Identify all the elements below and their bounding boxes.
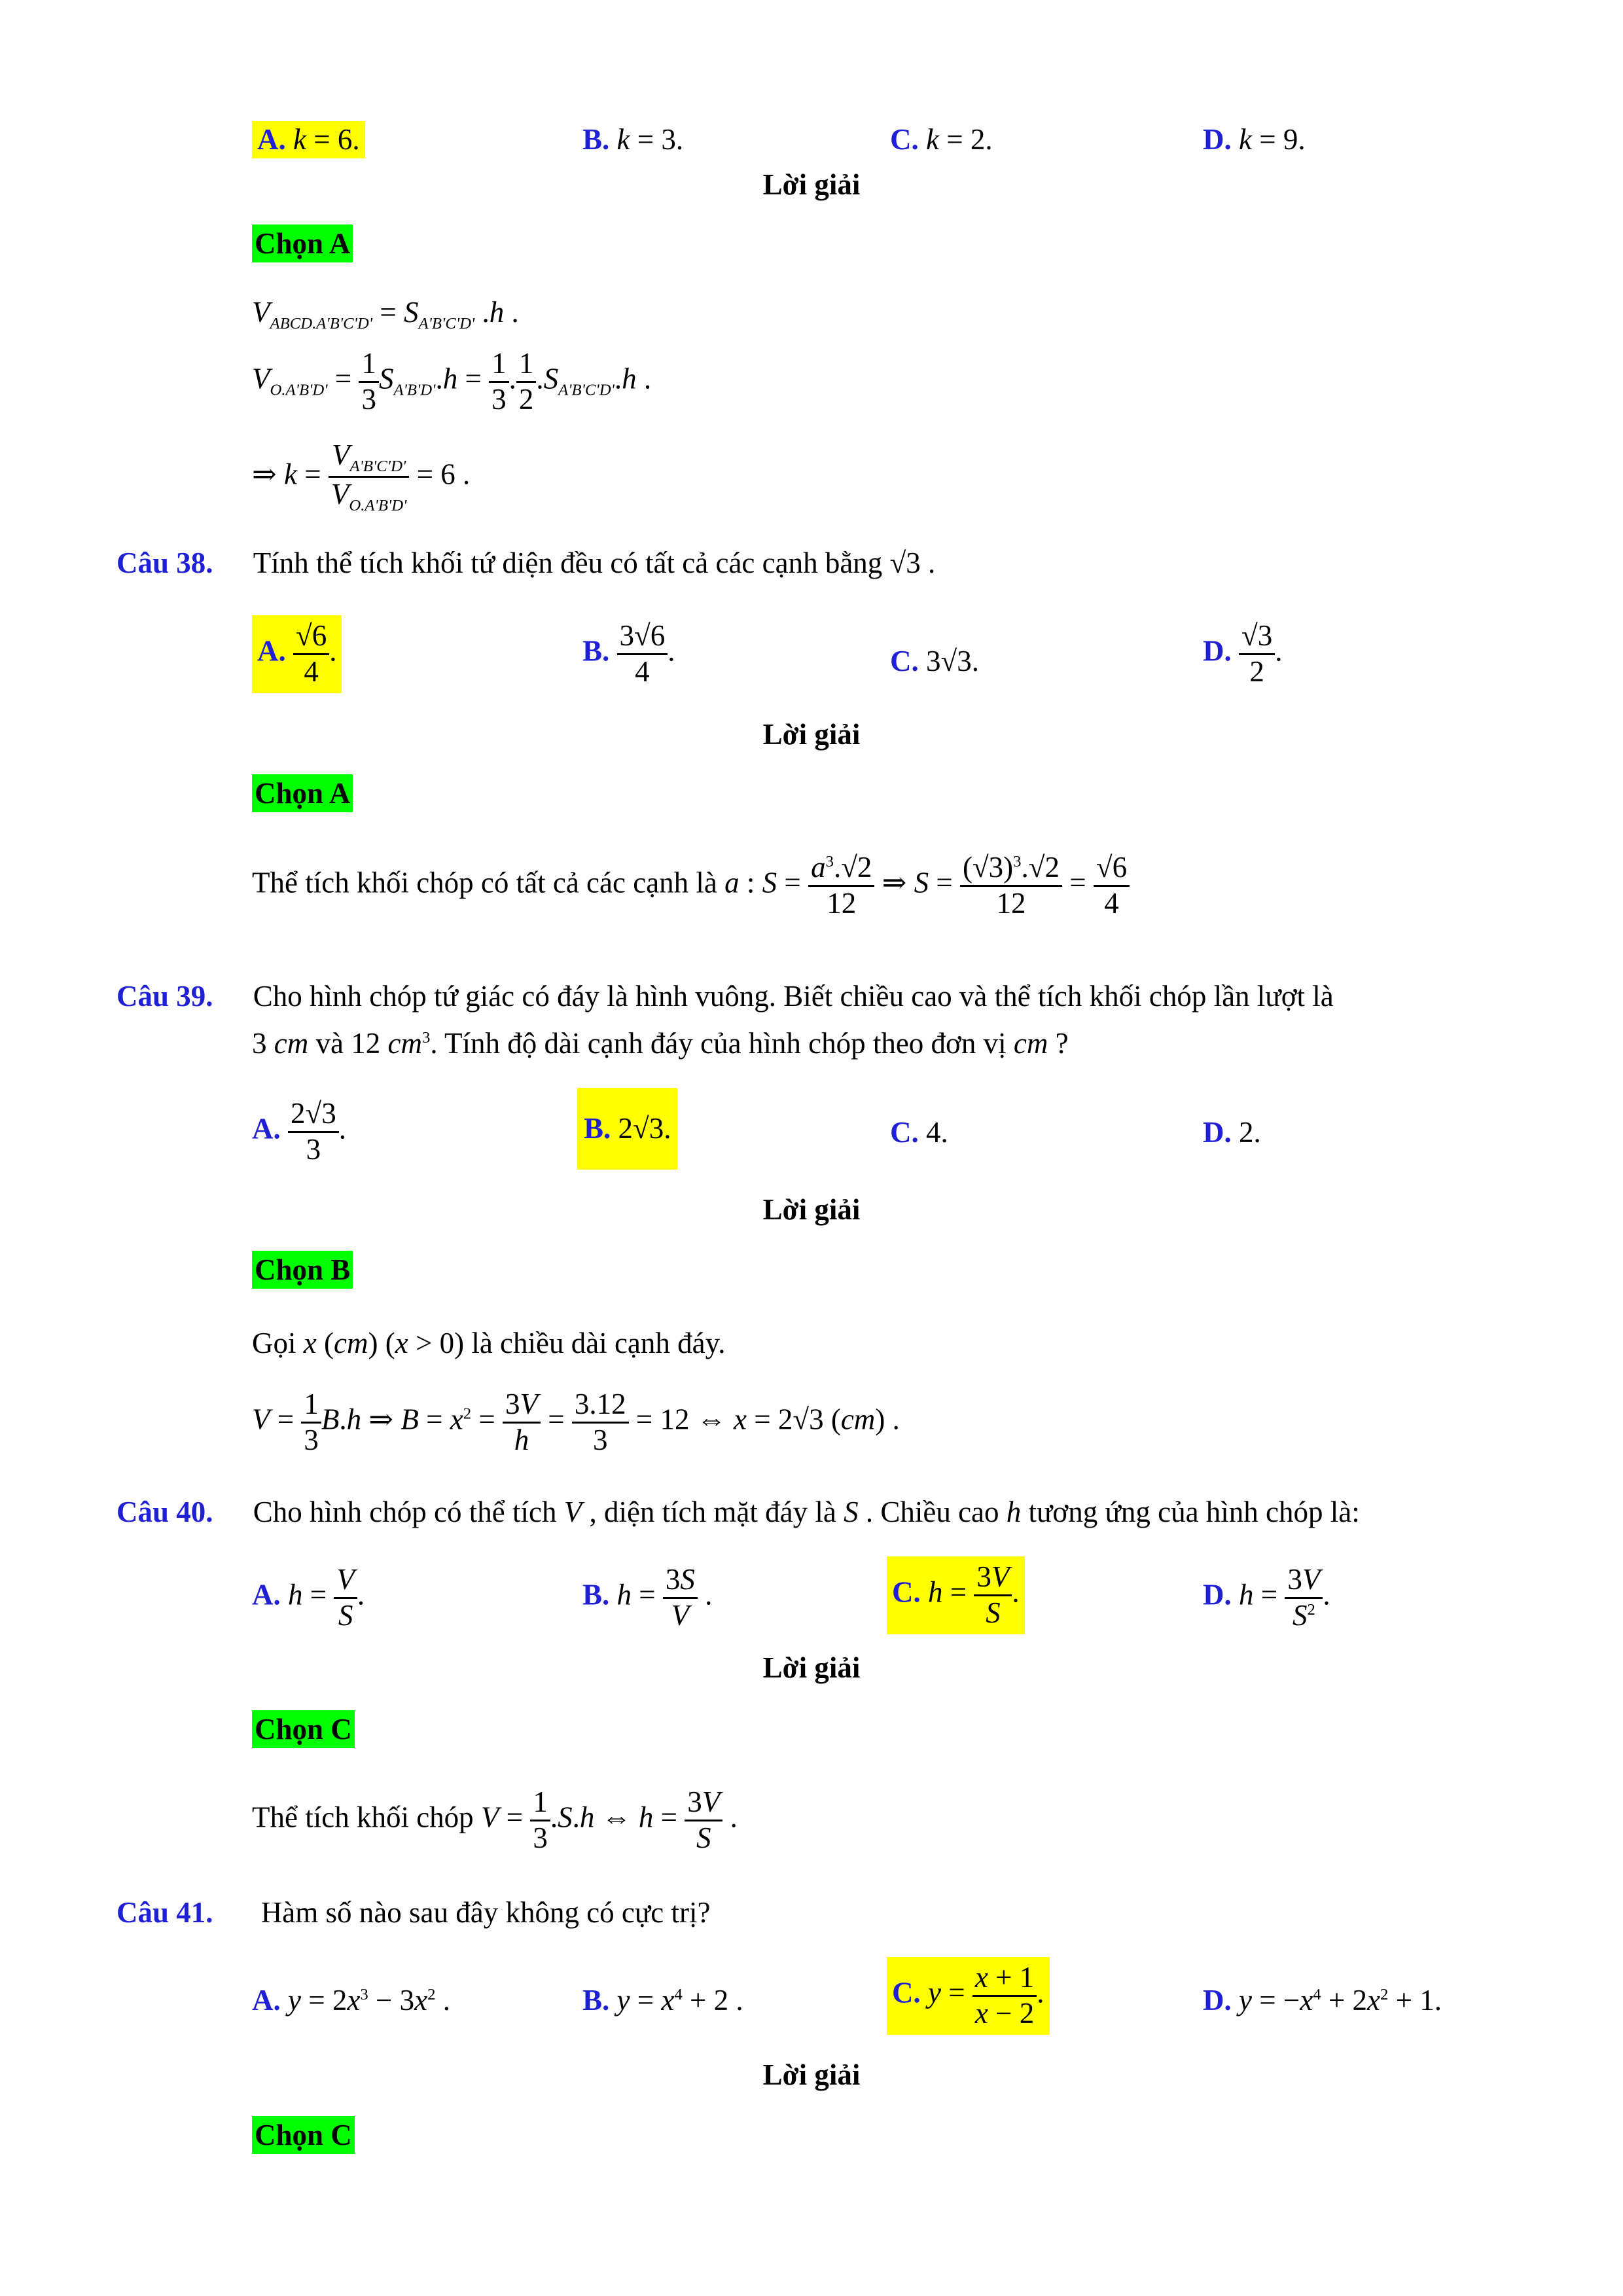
q39-option-a[interactable]: A. $\frac{2√3}{3}$ . <box>252 1097 346 1166</box>
q38-option-d[interactable]: D. $\frac{√3}{2}$ . <box>1203 619 1283 688</box>
q39-option-d[interactable]: D. 2. <box>1203 1116 1261 1149</box>
q38-solution-heading: Lời giải <box>762 718 861 751</box>
question-label: Câu 39. <box>116 980 213 1013</box>
q38-option-c[interactable]: C. 3√3. <box>890 645 979 677</box>
q39-option-b[interactable]: B. 2√3. <box>577 1088 677 1170</box>
q41-option-c[interactable]: C. y = $\frac{x + 1}{x - 2}$ . <box>887 1957 1050 2035</box>
question-label: Câu 41. <box>116 1896 213 1929</box>
option-letter: C. <box>890 1116 919 1149</box>
q41-option-b[interactable]: B. $y = x^4 + 2$ . <box>582 1984 743 2017</box>
q37-step-2: $V_{O.A'B'D'}$ = $\frac{1}{3}$ $S_{A'B'D'}.h$ = $\frac{1}{3}$ . $\frac{1}{2}$ $.S_{A'B'C'D'}.h$ . <box>252 347 652 416</box>
option-letter: D. <box>1203 1116 1232 1149</box>
q38-option-a[interactable]: A. $\frac{√6}{4}$ . <box>252 615 342 693</box>
option-letter: C. <box>892 1976 921 2009</box>
q40-option-a[interactable]: A. h = $\frac{V}{S}$ . <box>252 1563 365 1632</box>
q38-choice: Chọn A <box>252 779 353 808</box>
q37-option-d[interactable]: D. k = 9. <box>1203 123 1306 156</box>
option-letter: A. <box>252 1984 281 2017</box>
q39-sol-line2: V = $\frac{1}{3}$ B.h ⇒ $B = x^2$ = $\frac{3V}{h}$ = $\frac{3.12}{3}$ = 12 ⇔ x = 2√3 (cm) . <box>252 1388 900 1456</box>
option-letter: A. <box>257 123 286 156</box>
q37-option-b[interactable]: B. k = 3. <box>582 123 684 156</box>
q40-option-d[interactable]: D. h = $\frac{3V}{S^2}$ . <box>1203 1563 1330 1632</box>
q37-option-c[interactable]: C. k = 2. <box>890 123 993 156</box>
q39-question-line2: 3 cm và 12 $cm^3$. Tính độ dài cạnh đáy của hình chóp theo đơn vị cm ? <box>252 1027 1069 1060</box>
option-letter: D. <box>1203 634 1232 668</box>
q38-question: Câu 38. Tính thể tích khối tứ diện đều có tất cả các cạnh bằng √3 . <box>116 547 936 579</box>
q39-sol-line1: Gọi x (cm) (x > 0) là chiều dài cạnh đáy. <box>252 1327 726 1359</box>
q38-text: Tính thể tích khối tứ diện đều có tất cả các cạnh bằng <box>253 547 883 579</box>
option-letter: C. <box>892 1575 921 1609</box>
option-letter: B. <box>582 1984 610 2017</box>
option-letter: B. <box>582 634 610 668</box>
q38-solution: Thể tích khối chóp có tất cả các cạnh là a : S = $\frac{a^3.√2}{12}$ ⇒ S = $\frac{(√3)^3.√2}{12}$ = $\frac{√6}{4}$ <box>252 851 1130 921</box>
q40-choice: Chọn C <box>252 1715 355 1744</box>
q41-question <box>116 1898 710 1928</box>
option-letter: B. <box>584 1112 611 1145</box>
option-letter: C. <box>890 645 919 677</box>
option-letter: D. <box>1203 1984 1232 2017</box>
q41-option-a[interactable]: A. $y = 2x^3 - 3x^2$ . <box>252 1984 450 2017</box>
q41-solution-heading: Lời giải <box>762 2058 861 2091</box>
q37-option-a[interactable]: A. k = 6. <box>252 121 365 158</box>
q37-choice: Chọn A <box>252 229 353 259</box>
q37-step-3: ⇒ k = $\frac{V_{A'B'C'D'}}{V_{O.A'B'D'}}$ = 6 . <box>252 439 471 515</box>
option-letter: D. <box>1203 1578 1232 1611</box>
option-letter: D. <box>1203 123 1232 156</box>
q38-option-b[interactable]: B. $\frac{3√6}{4}$ . <box>582 619 675 688</box>
q39-option-c[interactable]: C. 4. <box>890 1116 948 1149</box>
q40-solution-heading: Lời giải <box>762 1651 861 1684</box>
option-letter: B. <box>582 1578 610 1611</box>
q39-question-line1 <box>116 982 1334 1011</box>
q41-text: Hàm số nào sau đây không có cực trị? <box>260 1896 711 1929</box>
q41-option-d[interactable]: D. $y = -x^4 + 2x^2 + 1$. <box>1203 1984 1442 2017</box>
question-label: Câu 38. <box>116 547 213 579</box>
option-letter: A. <box>252 1578 281 1611</box>
q39-choice: Chọn B <box>252 1255 353 1285</box>
q39-text: Cho hình chóp tứ giác có đáy là hình vuông. Biết chiều cao và thể tích khối chóp lần lượt là <box>253 980 1334 1013</box>
option-letter: A. <box>257 634 286 668</box>
q40-option-b[interactable]: B. h = $\frac{3S}{V}$ . <box>582 1563 713 1632</box>
option-letter: B. <box>582 123 610 156</box>
option-letter: A. <box>252 1112 281 1145</box>
q39-solution-heading: Lời giải <box>762 1193 861 1226</box>
q41-choice: Chọn C <box>252 2121 355 2150</box>
q40-option-c[interactable]: C. h = $\frac{3V}{S}$ . <box>887 1556 1025 1634</box>
question-label: Câu 40. <box>116 1496 213 1528</box>
q37-step-1: $V_{ABCD.A'B'C'D'} = S_{A'B'C'D'}$ .h . <box>252 296 519 332</box>
q40-sol: Thể tích khối chóp V = $\frac{1}{3}$ .S.h ⇔ h = $\frac{3V}{S}$ . <box>252 1785 738 1854</box>
q37-solution-heading: Lời giải <box>762 168 861 201</box>
option-letter: C. <box>890 123 919 156</box>
q40-question: Câu 40. Cho hình chóp có thể tích V , diện tích mặt đáy là S . Chiều cao h tương ứng của hình chóp là: <box>116 1496 1360 1528</box>
